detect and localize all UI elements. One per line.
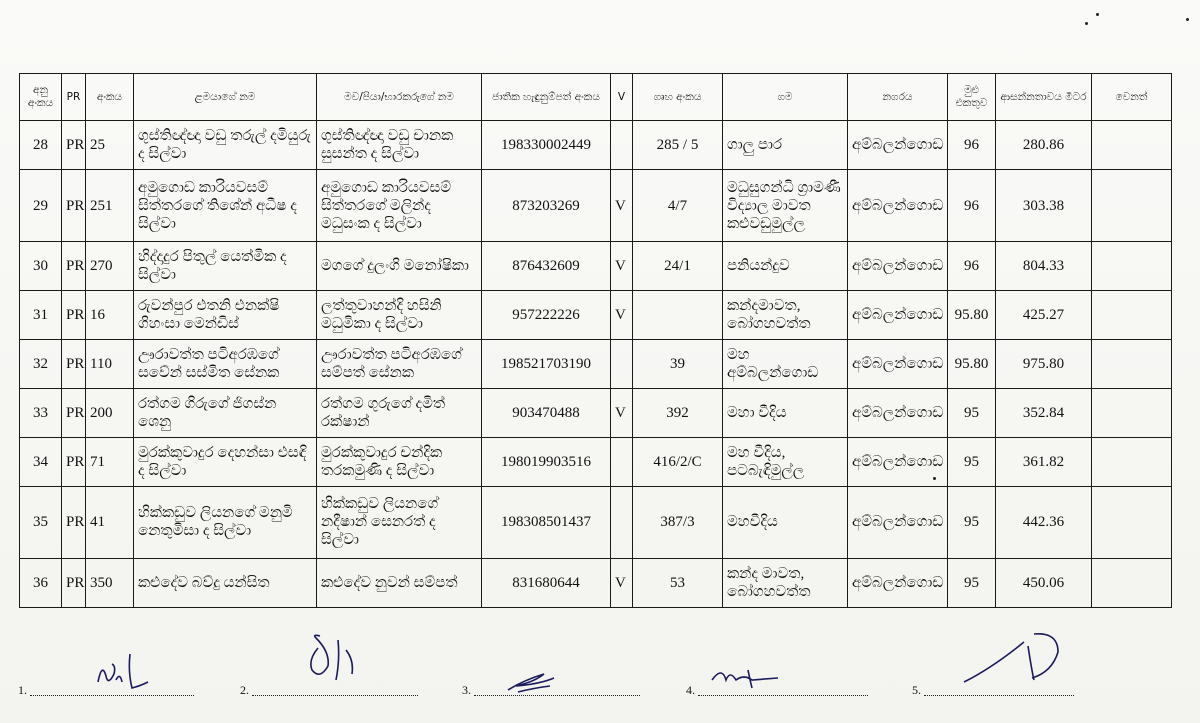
cell-serial-no: 32 bbox=[20, 340, 62, 389]
cell-house-number: 285 / 5 bbox=[633, 121, 723, 170]
cell-village: පනියන්දුව bbox=[723, 242, 848, 291]
handwritten-signature bbox=[302, 630, 382, 690]
header-distance-meters: ආසන්නතාවය මීටර bbox=[996, 74, 1092, 121]
handwritten-signature bbox=[504, 664, 574, 694]
cell-parent-name: කළුදේව නුවන් සම්පත් bbox=[317, 559, 482, 608]
cell-nic-number: 198521703190 bbox=[482, 340, 611, 389]
cell-number: 200 bbox=[86, 388, 134, 437]
cell-parent-name: ඌරාවත්ත පටිඅරඹගේ සම්පත් සේනක bbox=[317, 340, 482, 389]
scan-speck bbox=[1085, 22, 1088, 25]
cell-number: 270 bbox=[86, 242, 134, 291]
scan-speck bbox=[933, 477, 936, 480]
cell-total: 96 bbox=[948, 242, 996, 291]
signature-number: 1. bbox=[18, 683, 27, 697]
header-child-name: ළමයාගේ නම bbox=[134, 74, 317, 121]
table-row bbox=[20, 291, 1172, 340]
cell-pr: PR bbox=[62, 291, 86, 340]
table-row bbox=[20, 437, 1172, 486]
cell-nic-number: 198330002449 bbox=[482, 121, 611, 170]
cell-other bbox=[1092, 242, 1172, 291]
cell-village: මධුසුගන්ධි ග්‍රාමණී විද්‍යාල මාවත කළුවඩුමුල්ල bbox=[723, 169, 848, 242]
cell-total: 95 bbox=[948, 388, 996, 437]
signature-dotted-line bbox=[30, 695, 194, 696]
cell-other bbox=[1092, 486, 1172, 559]
cell-child-name: ඌරාවත්ත පටිඅරඹගේ සවේන් සස්මිත සේනක bbox=[134, 340, 317, 389]
cell-pr: PR bbox=[62, 169, 86, 242]
cell-serial-no: 31 bbox=[20, 291, 62, 340]
cell-village: මහ අම්බලන්ගොඩ bbox=[723, 340, 848, 389]
cell-number: 41 bbox=[86, 486, 134, 559]
cell-town: අම්බලන්ගොඩ bbox=[848, 559, 948, 608]
cell-distance-meters: 975.80 bbox=[996, 340, 1092, 389]
cell-serial-no: 36 bbox=[20, 559, 62, 608]
cell-child-name: මුරක්කුවාදුර දෙහන්සා එසඳි ද සිල්වා bbox=[134, 437, 317, 486]
cell-child-name: කළුදේව බව්දු යන්සිත bbox=[134, 559, 317, 608]
cell-number: 71 bbox=[86, 437, 134, 486]
signature-slot-5 bbox=[912, 670, 1122, 700]
cell-serial-no: 33 bbox=[20, 388, 62, 437]
cell-town: අම්බලන්ගොඩ bbox=[848, 388, 948, 437]
header-village: ගම bbox=[723, 74, 848, 121]
cell-town: අම්බලන්ගොඩ bbox=[848, 340, 948, 389]
header-house-number: ගෘහ අංකය bbox=[633, 74, 723, 121]
signature-dotted-line bbox=[698, 695, 868, 696]
table-row bbox=[20, 121, 1172, 170]
cell-other bbox=[1092, 121, 1172, 170]
table-row bbox=[20, 486, 1172, 559]
cell-serial-no: 35 bbox=[20, 486, 62, 559]
cell-child-name: රුවන්පුර එතනි එනක්ෂි ගිහංසා මෙන්ඩිස් bbox=[134, 291, 317, 340]
cell-house-number: 387/3 bbox=[633, 486, 723, 559]
cell-parent-name: හික්කඩුව ලියනගේ නදීෂාන් සෙනරත් ද සිල්වා bbox=[317, 486, 482, 559]
cell-town: අම්බලන්ගොඩ bbox=[848, 437, 948, 486]
cell-parent-name: ලත්තුවාහන්දි හසිනි මධුමිකා ද සිල්වා bbox=[317, 291, 482, 340]
header-nic-number: ජාතික හැඳුනුම්පත් අංකය bbox=[482, 74, 611, 121]
signature-number: 2. bbox=[240, 683, 249, 697]
cell-distance-meters: 804.33 bbox=[996, 242, 1092, 291]
cell-serial-no: 28 bbox=[20, 121, 62, 170]
cell-number: 251 bbox=[86, 169, 134, 242]
cell-house-number: 24/1 bbox=[633, 242, 723, 291]
cell-child-name: අමුගොඩ කාරියවසම් සිත්තරගේ තිශේන් අධීෂ ද සිල්වා bbox=[134, 169, 317, 242]
cell-village: මහවීදිය bbox=[723, 486, 848, 559]
cell-parent-name: රත්ගම ගුරුගේ දමිත් රක්ෂාන් bbox=[317, 388, 482, 437]
cell-v bbox=[611, 340, 633, 389]
cell-total: 95 bbox=[948, 437, 996, 486]
signature-number: 5. bbox=[912, 683, 921, 697]
cell-distance-meters: 425.27 bbox=[996, 291, 1092, 340]
cell-other bbox=[1092, 169, 1172, 242]
cell-pr: PR bbox=[62, 559, 86, 608]
cell-total: 96 bbox=[948, 121, 996, 170]
cell-total: 95.80 bbox=[948, 340, 996, 389]
header-other: වෙනත් bbox=[1092, 74, 1172, 121]
cell-town: අම්බලන්ගොඩ bbox=[848, 169, 948, 242]
cell-pr: PR bbox=[62, 437, 86, 486]
cell-house-number: 392 bbox=[633, 388, 723, 437]
cell-town: අම්බලන්ගොඩ bbox=[848, 121, 948, 170]
cell-nic-number: 876432609 bbox=[482, 242, 611, 291]
cell-child-name: හිද්දාදුර පිතුල් යෙත්මික ද සිල්වා bbox=[134, 242, 317, 291]
cell-number: 350 bbox=[86, 559, 134, 608]
cell-number: 25 bbox=[86, 121, 134, 170]
cell-other bbox=[1092, 388, 1172, 437]
cell-parent-name: මගගේ දුලංගි මනෝෂිකා bbox=[317, 242, 482, 291]
signature-slot-1 bbox=[18, 670, 198, 700]
handwritten-signature bbox=[962, 622, 1072, 692]
handwritten-signature bbox=[92, 652, 152, 692]
signature-dotted-line bbox=[924, 695, 1074, 696]
cell-child-name: හික්කඩුව ලියනගේ මනුමි නෙතුමිසා ද සිල්වා bbox=[134, 486, 317, 559]
table-row bbox=[20, 169, 1172, 242]
header-pr: PR bbox=[62, 74, 86, 121]
cell-distance-meters: 303.38 bbox=[996, 169, 1092, 242]
cell-distance-meters: 352.84 bbox=[996, 388, 1092, 437]
cell-pr: PR bbox=[62, 242, 86, 291]
signature-dotted-line bbox=[252, 695, 418, 696]
header-parent-name: මව/පියා/භාරකරුගේ නම bbox=[317, 74, 482, 121]
table-header-row bbox=[20, 74, 1172, 121]
cell-town: අම්බලන්ගොඩ bbox=[848, 291, 948, 340]
cell-other bbox=[1092, 291, 1172, 340]
cell-distance-meters: 442.36 bbox=[996, 486, 1092, 559]
cell-nic-number: 873203269 bbox=[482, 169, 611, 242]
cell-distance-meters: 280.86 bbox=[996, 121, 1092, 170]
cell-total: 96 bbox=[948, 169, 996, 242]
signature-slot-3 bbox=[462, 670, 642, 700]
cell-v: V bbox=[611, 242, 633, 291]
cell-village: මහ වීදිය, පටබැඳිමුල්ල bbox=[723, 437, 848, 486]
cell-village: මහා වීදිය bbox=[723, 388, 848, 437]
header-number: අංකය bbox=[86, 74, 134, 121]
signature-slot-2 bbox=[240, 670, 420, 700]
cell-child-name: රත්ගම ගිරුගේ ජිගස්න ශෙනු bbox=[134, 388, 317, 437]
header-serial-no: අනු අංකය bbox=[20, 74, 62, 121]
student-register-table bbox=[19, 73, 1172, 608]
cell-house-number bbox=[633, 291, 723, 340]
cell-parent-name: ගුස්තිඥ්ඥා වඩු චානක සුසන්ත ද සිල්වා bbox=[317, 121, 482, 170]
cell-serial-no: 29 bbox=[20, 169, 62, 242]
cell-number: 16 bbox=[86, 291, 134, 340]
cell-v: V bbox=[611, 559, 633, 608]
handwritten-signature bbox=[708, 662, 788, 692]
cell-parent-name: අමුගොඩ කාරියවසම් සිත්තරගේ මලින්ද මධුසංක ද සිල්වා bbox=[317, 169, 482, 242]
cell-town: අම්බලන්ගොඩ bbox=[848, 242, 948, 291]
cell-v bbox=[611, 121, 633, 170]
cell-distance-meters: 450.06 bbox=[996, 559, 1092, 608]
cell-v: V bbox=[611, 169, 633, 242]
signature-number: 4. bbox=[686, 683, 695, 697]
cell-house-number: 416/2/C bbox=[633, 437, 723, 486]
cell-house-number: 39 bbox=[633, 340, 723, 389]
cell-pr: PR bbox=[62, 486, 86, 559]
table-row bbox=[20, 242, 1172, 291]
cell-other bbox=[1092, 340, 1172, 389]
cell-town: අම්බලන්ගොඩ bbox=[848, 486, 948, 559]
signature-dotted-line bbox=[474, 695, 640, 696]
cell-house-number: 53 bbox=[633, 559, 723, 608]
cell-v: V bbox=[611, 291, 633, 340]
cell-village: කන්දමාවත, බෝගහවත්ත bbox=[723, 291, 848, 340]
cell-total: 95.80 bbox=[948, 291, 996, 340]
cell-pr: PR bbox=[62, 340, 86, 389]
cell-parent-name: මුරක්කුවාදුර චන්දික තරකමුණි ද සිල්වා bbox=[317, 437, 482, 486]
cell-total: 95 bbox=[948, 486, 996, 559]
cell-serial-no: 34 bbox=[20, 437, 62, 486]
cell-nic-number: 198308501437 bbox=[482, 486, 611, 559]
cell-nic-number: 957222226 bbox=[482, 291, 611, 340]
scan-speck bbox=[1096, 13, 1099, 16]
cell-nic-number: 903470488 bbox=[482, 388, 611, 437]
cell-house-number: 4/7 bbox=[633, 169, 723, 242]
table-row bbox=[20, 388, 1172, 437]
header-total: මුළු එකතුව bbox=[948, 74, 996, 121]
header-v: V bbox=[611, 74, 633, 121]
scan-speck bbox=[1186, 18, 1189, 21]
cell-v bbox=[611, 437, 633, 486]
table-row bbox=[20, 340, 1172, 389]
cell-v bbox=[611, 486, 633, 559]
cell-nic-number: 198019903516 bbox=[482, 437, 611, 486]
signature-slot-4 bbox=[686, 670, 886, 700]
header-town: නගරය bbox=[848, 74, 948, 121]
cell-v: V bbox=[611, 388, 633, 437]
cell-other bbox=[1092, 437, 1172, 486]
signature-number: 3. bbox=[462, 683, 471, 697]
cell-child-name: ගුස්තිඥ්ඥා වඩු තරුල් දමියුරු ද සිල්වා bbox=[134, 121, 317, 170]
cell-total: 95 bbox=[948, 559, 996, 608]
cell-distance-meters: 361.82 bbox=[996, 437, 1092, 486]
cell-village: ගාලු පාර bbox=[723, 121, 848, 170]
table-row bbox=[20, 559, 1172, 608]
cell-other bbox=[1092, 559, 1172, 608]
cell-pr: PR bbox=[62, 121, 86, 170]
cell-serial-no: 30 bbox=[20, 242, 62, 291]
cell-pr: PR bbox=[62, 388, 86, 437]
cell-nic-number: 831680644 bbox=[482, 559, 611, 608]
cell-number: 110 bbox=[86, 340, 134, 389]
cell-village: කන්ද මාවත, බෝගහවත්ත bbox=[723, 559, 848, 608]
